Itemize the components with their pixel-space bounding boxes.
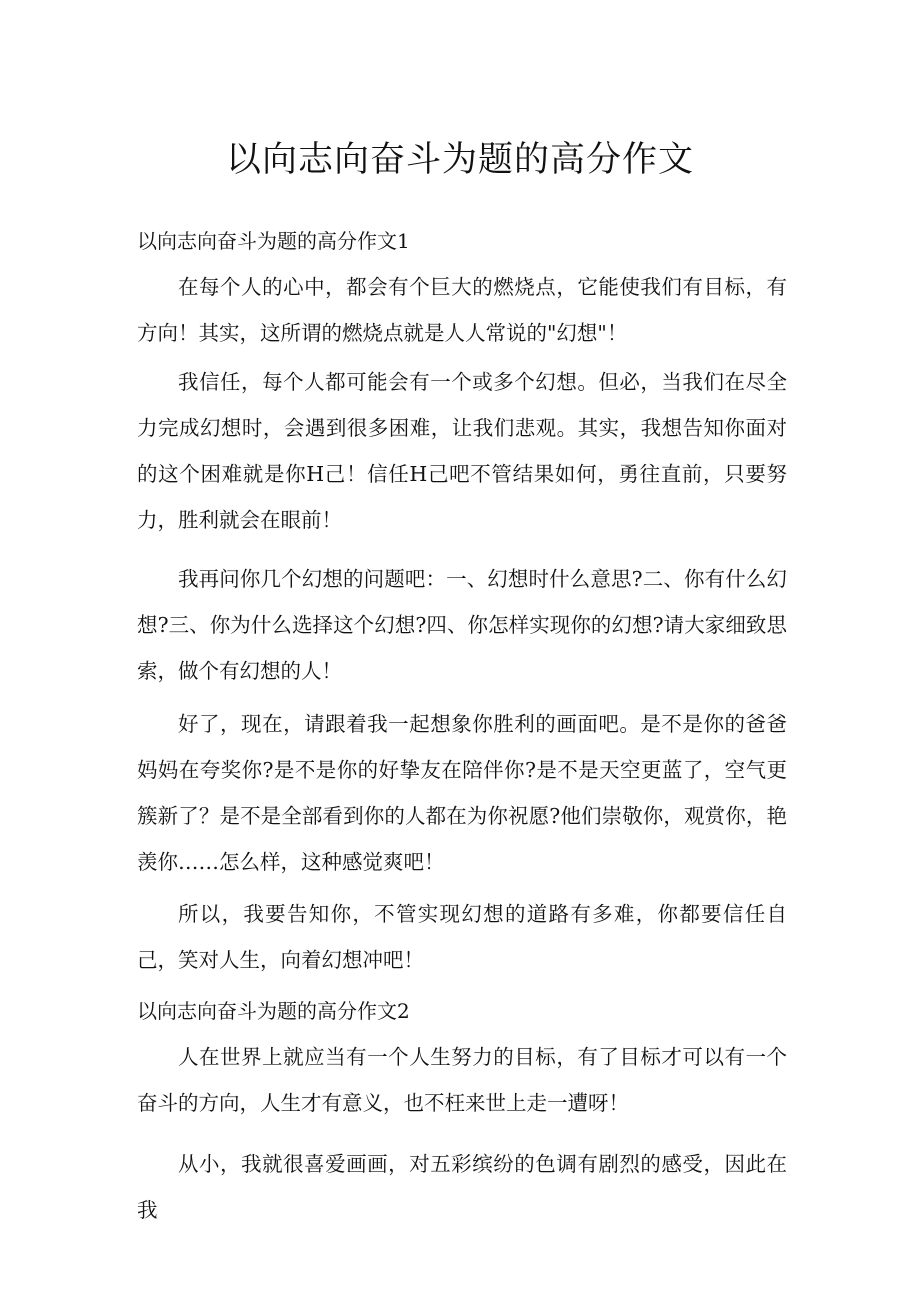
document-title: 以向志向奋斗为题的高分作文	[225, 140, 694, 180]
paragraph: 我信任，每个人都可能会有一个或多个幻想。但必，当我们在尽全力完成幻想时，会遇到很多困难，让我们悲观。其实，我想告知你面对的这个困难就是你H己！信任H己吧不管结果如何，勇往直前，只要努力，胜利就会在眼前！	[137, 370, 787, 532]
paragraph: 人在世界上就应当有一个人生努力的目标，有了目标才可以有一个奋斗的方向，人生才有意义，也不枉来世上走一遭呀！	[137, 1045, 787, 1115]
paragraph: 从小，我就很喜爱画画，对五彩缤纷的色调有剧烈的感受，因此在我	[137, 1152, 787, 1222]
section-heading-2: 以向志向奋斗为题的高分作文2	[137, 999, 410, 1023]
paragraph: 所以，我要告知你，不管实现幻想的道路有多难，你都要信任自己，笑对人生，向着幻想冲吧！	[137, 902, 787, 972]
section-heading-1: 以向志向奋斗为题的高分作文1	[137, 229, 410, 253]
paragraph: 我再问你几个幻想的问题吧：一、幻想时什么意思?二、你有什么幻想?三、你为什么选择这个幻想?四、你怎样实现你的幻想?请大家细致思索，做个有幻想的人！	[137, 567, 787, 683]
paragraph: 好了，现在，请跟着我一起想象你胜利的画面吧。是不是你的爸爸妈妈在夸奖你?是不是你的好挚友在陪伴你?是不是天空更蓝了，空气更簇新了？是不是全部看到你的人都在为你祝愿?他们崇敬你，观赏你，艳羡你……怎么样，这种感觉爽吧！	[137, 712, 787, 874]
paragraph: 在每个人的心中，都会有个巨大的燃烧点，它能使我们有目标，有方向！其实，这所谓的燃烧点就是人人常说的"幻想"！	[137, 275, 787, 345]
